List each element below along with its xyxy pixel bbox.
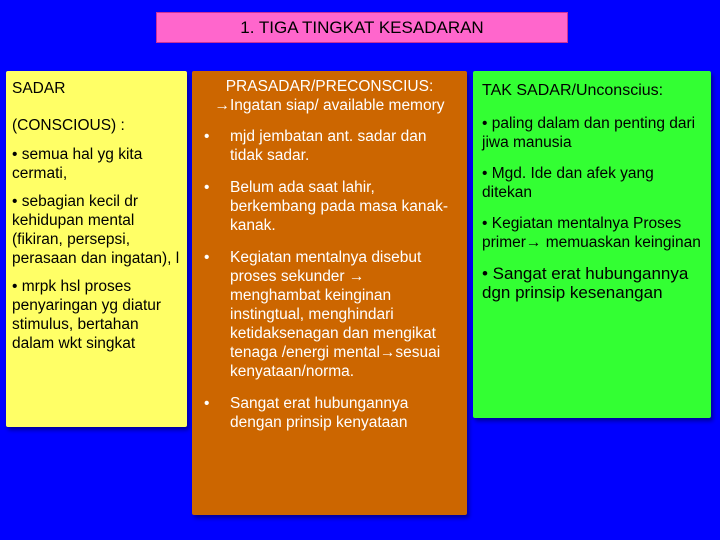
list-item <box>200 178 459 235</box>
taksadar-item: • Mgd. Ide dan afek yang ditekan <box>482 165 654 201</box>
sadar-heading: SADAR <box>12 80 66 97</box>
taksadar-heading: TAK SADAR/Unconscius: <box>482 82 664 99</box>
bullet-icon: • <box>204 249 210 266</box>
prasadar-box <box>192 71 467 515</box>
bullet-icon: • <box>204 395 210 412</box>
taksadar-item: • Sangat erat hubungannya dgn prinsip kesenangan <box>482 264 689 302</box>
list-item <box>200 394 459 432</box>
sadar-item: • sebagian kecil dr kehidupan mental (fikiran, persepsi, perasaan dan ingatan), l <box>12 193 180 267</box>
prasadar-heading: PRASADAR/PRECONSCIUS: →Ingatan siap/ available memory <box>214 78 445 114</box>
taksadar-box <box>473 71 711 418</box>
list-item <box>200 248 459 381</box>
list-item <box>200 127 459 165</box>
slide-title: 1. TIGA TINGKAT KESADARAN <box>156 12 568 43</box>
prasadar-item: Sangat erat hubungannya dengan prinsip kenyataan <box>230 395 409 431</box>
bullet-icon: • <box>204 128 210 145</box>
sadar-subheading: (CONSCIOUS) : <box>12 117 125 134</box>
sadar-item: • mrpk hsl proses penyaringan yg diatur stimulus, bertahan dalam wkt singkat <box>12 278 162 352</box>
prasadar-item: mjd jembatan ant. sadar dan tidak sadar. <box>230 128 427 164</box>
prasadar-item: Belum ada saat lahir, berkembang pada masa kanak-kanak. <box>230 179 448 234</box>
prasadar-list <box>200 127 459 432</box>
taksadar-item: • paling dalam dan penting dari jiwa manusia <box>482 115 696 151</box>
sadar-box <box>6 71 187 427</box>
bullet-icon: • <box>204 179 210 196</box>
taksadar-item: • Kegiatan mentalnya Proses primer→ memuaskan keinginan <box>482 215 701 251</box>
sadar-item: • semua hal yg kita cermati, <box>12 146 143 182</box>
prasadar-item: Kegiatan mentalnya disebut proses sekunder → menghambat keinginan instingtual, menghindari ketidaksenagan dan mengikat tenaga /energi mental→sesuai kenyataan/norma. <box>230 249 441 380</box>
